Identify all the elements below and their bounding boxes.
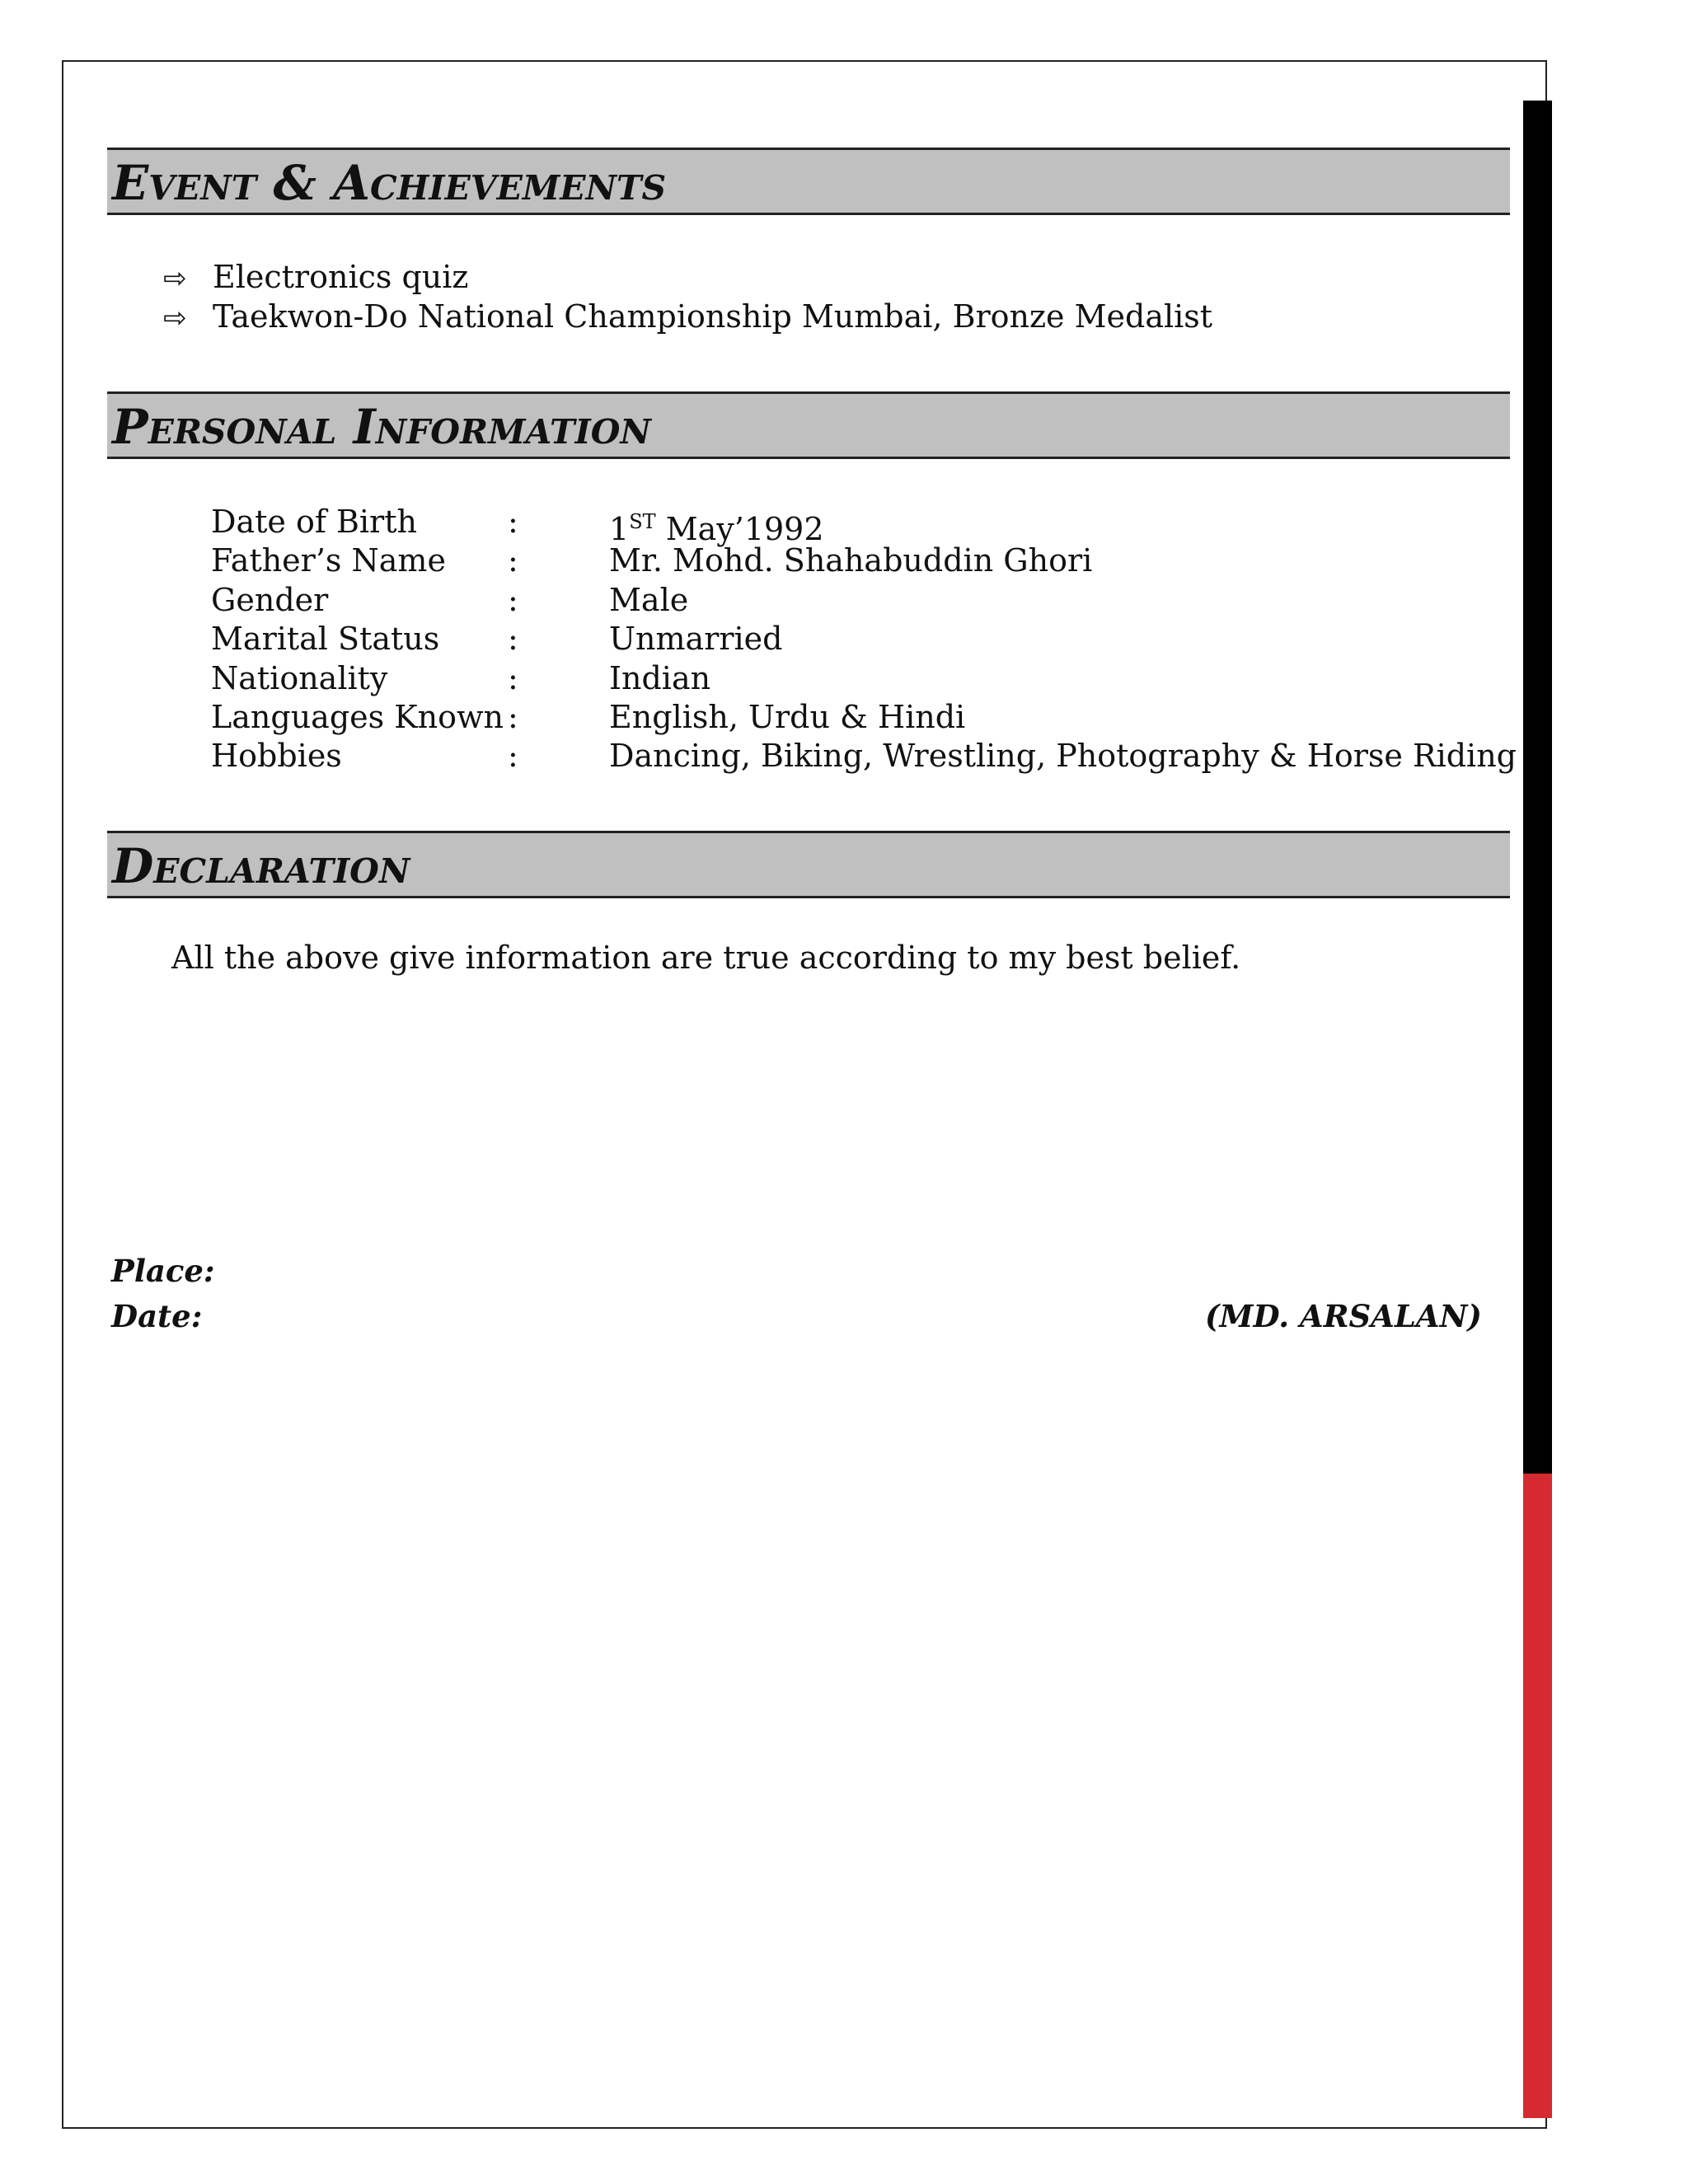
list-item: [163, 257, 1212, 297]
section-title-personal: Personal Information: [112, 399, 651, 455]
info-colon: :: [508, 504, 518, 540]
right-arrow-outline-icon: ⇨: [163, 262, 187, 295]
info-colon: :: [508, 621, 518, 658]
info-colon: :: [508, 659, 518, 696]
section-header-personal: [107, 391, 1510, 459]
list-item-text: Electronics quiz: [213, 259, 469, 295]
info-colon: :: [508, 738, 518, 775]
info-label: Marital Status: [211, 621, 440, 658]
list-item-text: Taekwon-Do National Championship Mumbai, Bronze Medalist: [213, 298, 1213, 335]
place-label: Place:: [111, 1253, 215, 1289]
info-value: Indian: [609, 659, 711, 696]
signature-name: (MD. ARSALAN): [1205, 1298, 1482, 1334]
info-value-dob: 1ST May’1992: [609, 510, 824, 547]
list-item: [163, 297, 1212, 336]
info-colon: :: [508, 698, 518, 735]
side-bar-red: [1523, 1474, 1552, 2118]
info-value: Male: [609, 581, 689, 618]
right-arrow-outline-icon: ⇨: [163, 302, 187, 335]
info-colon: :: [508, 581, 518, 618]
info-label: Hobbies: [211, 738, 342, 775]
info-label: Nationality: [211, 659, 388, 696]
info-value: Unmarried: [609, 621, 783, 658]
declaration-text: All the above give information are true according to my best belief.: [171, 940, 1241, 976]
info-value: Mr. Mohd. Shahabuddin Ghori: [609, 542, 1093, 579]
info-label: Gender: [211, 581, 329, 618]
achievements-list: [163, 257, 1212, 336]
ordinal-suffix: ST: [629, 510, 656, 533]
date-label: Date:: [111, 1298, 203, 1334]
section-header-declaration: [107, 831, 1510, 898]
side-bar-black: [1523, 101, 1552, 1474]
section-title-events: Event & Achievements: [112, 155, 667, 211]
section-header-events: [107, 148, 1510, 215]
info-label: Father’s Name: [211, 542, 446, 579]
info-value: Dancing, Biking, Wrestling, Photography & Horse Riding: [609, 738, 1517, 775]
info-label: Languages Known: [211, 698, 504, 735]
section-title-declaration: Declaration: [112, 838, 410, 894]
page-border: [62, 60, 1547, 2129]
info-label: Date of Birth: [211, 504, 417, 540]
info-colon: :: [508, 542, 518, 579]
info-value: English, Urdu & Hindi: [609, 698, 966, 735]
